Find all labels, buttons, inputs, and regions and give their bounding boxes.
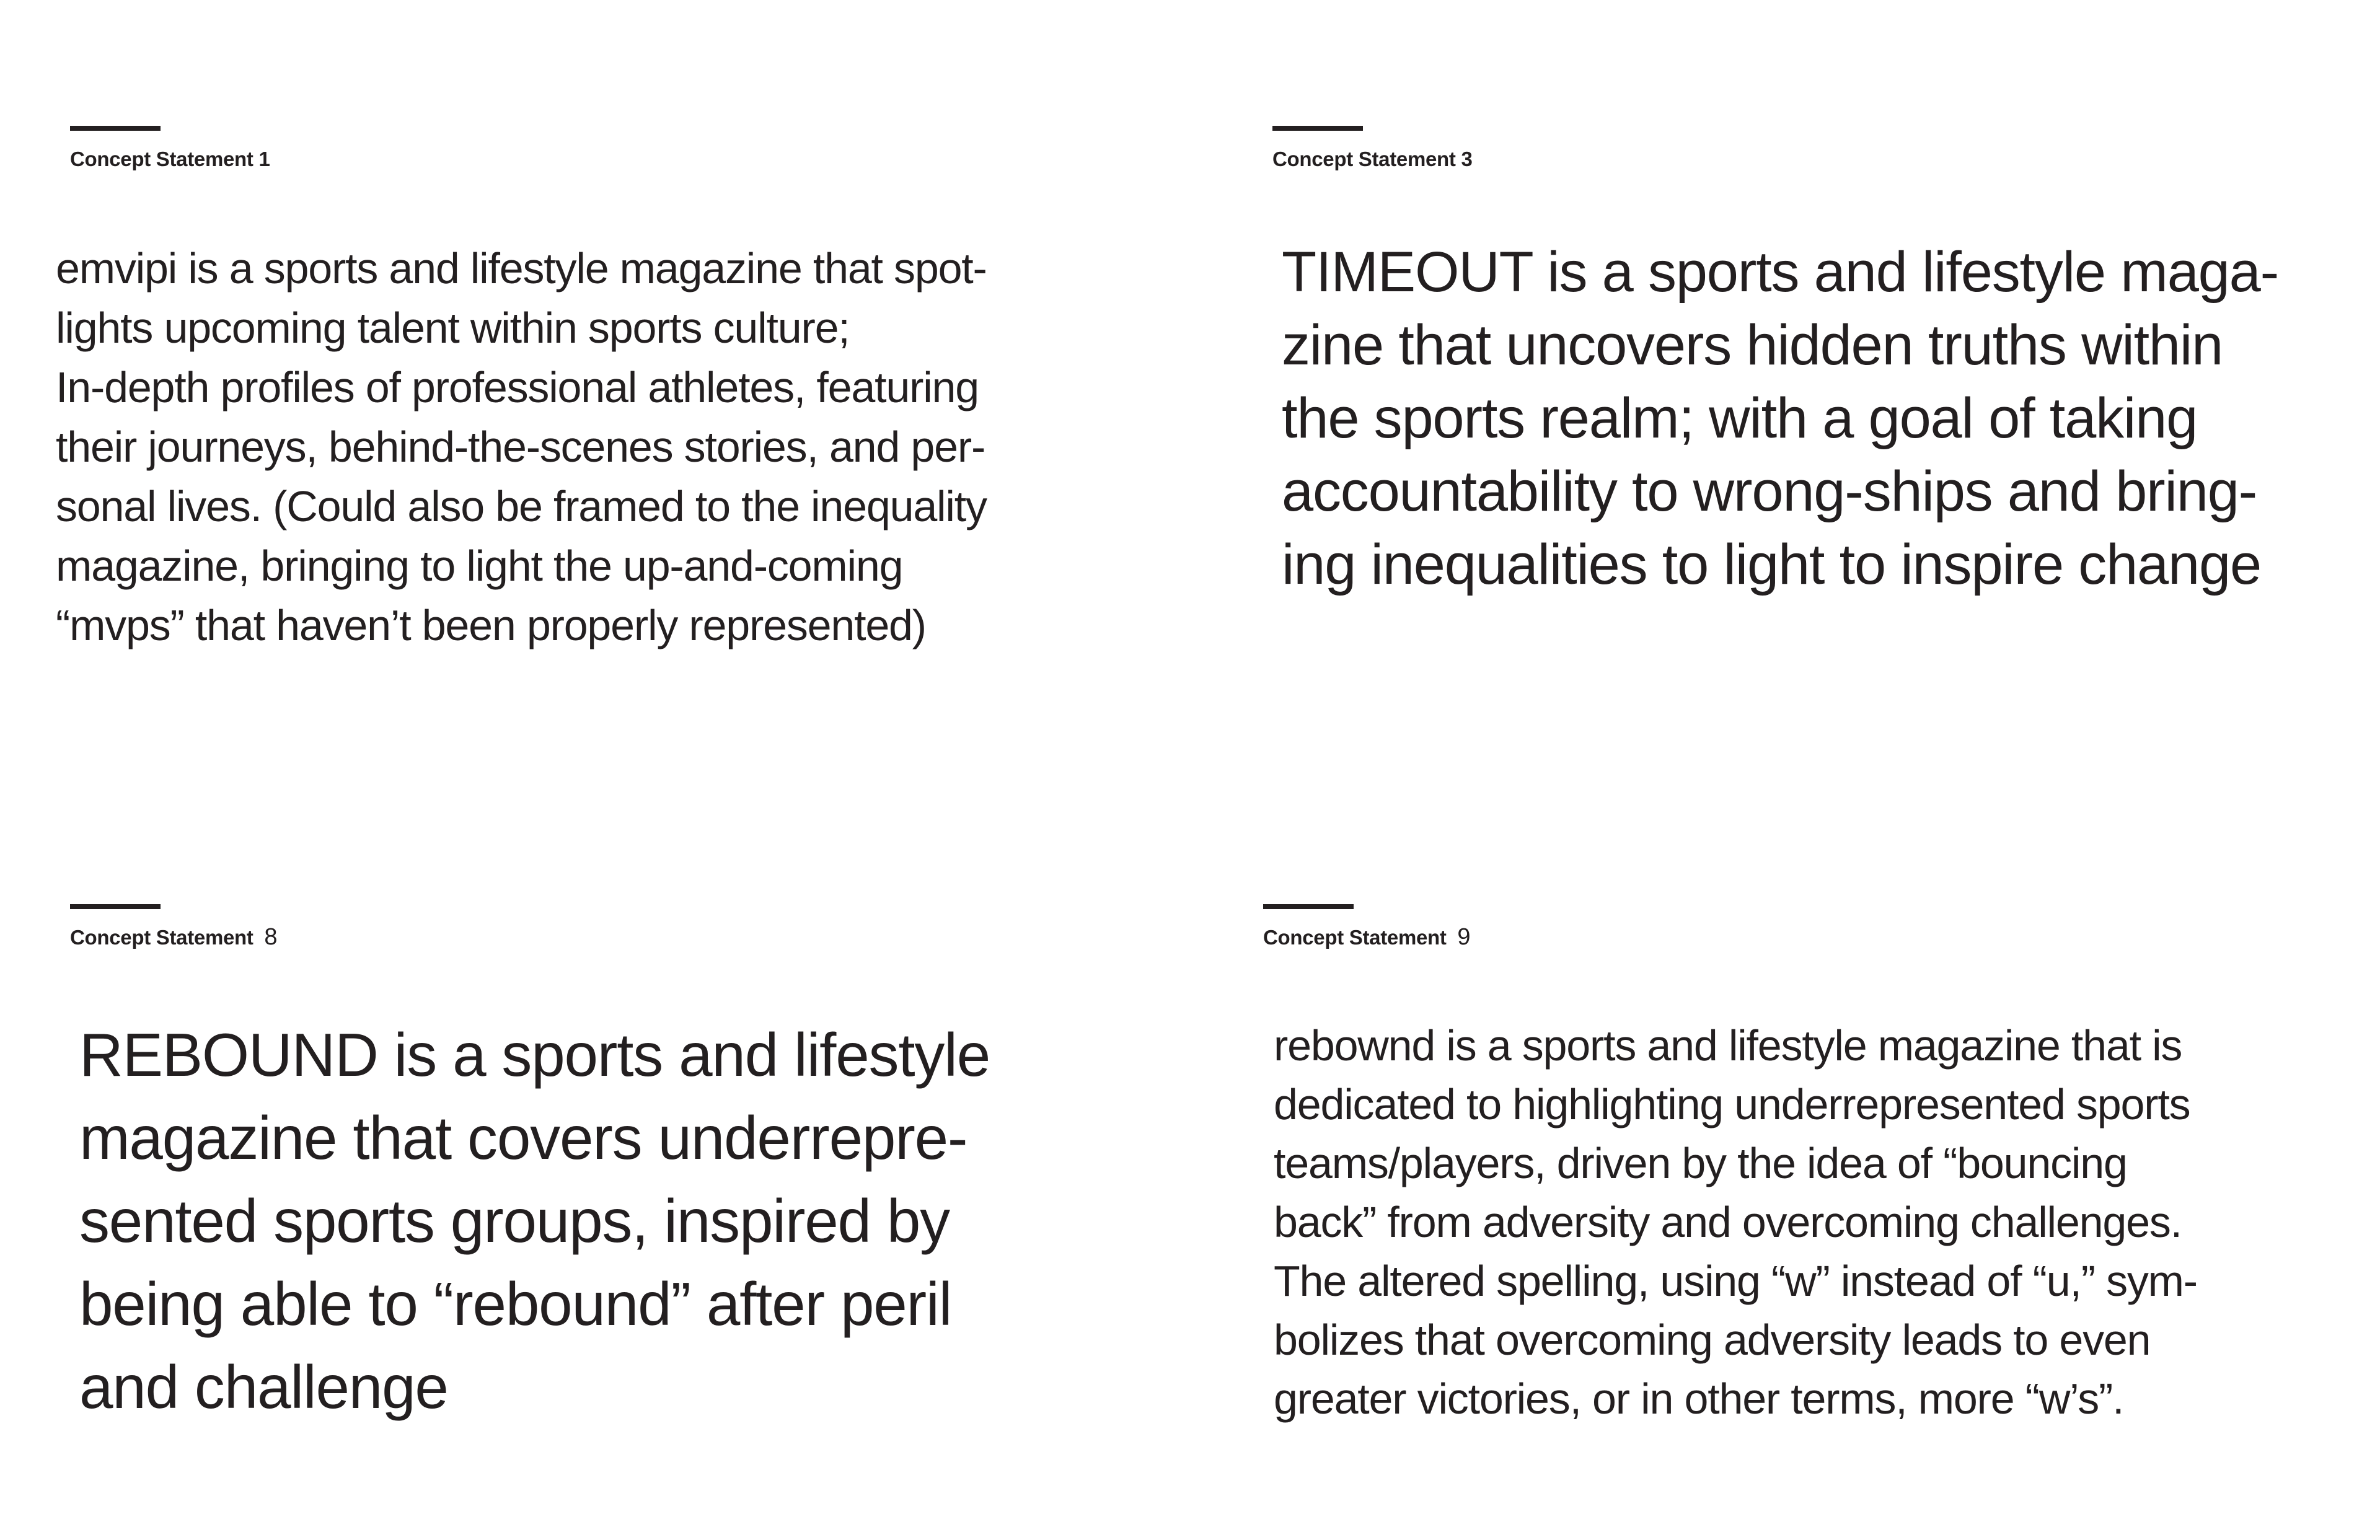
text-line: sonal lives. (Could also be framed to the inequality xyxy=(56,482,987,530)
concept-statement-label xyxy=(1263,925,1470,949)
text-line: magazine, bringing to light the up-and-coming xyxy=(56,542,903,590)
text-line: and challenge xyxy=(79,1353,448,1421)
divider-rule xyxy=(1263,904,1354,909)
concept-statement-text xyxy=(56,239,987,655)
text-line: their journeys, behind-the-scenes stories, and per- xyxy=(56,423,985,471)
text-line: back” from adversity and overcoming challenges. xyxy=(1274,1198,2182,1246)
concept-statement-text xyxy=(1282,235,2278,601)
text-line: emvipi is a sports and lifestyle magazine that spot- xyxy=(56,244,987,293)
label-number: 9 xyxy=(1457,924,1471,950)
text-line: rebownd is a sports and lifestyle magazine that is xyxy=(1274,1021,2182,1070)
text-line: The altered spelling, using “w” instead of “u,” sym- xyxy=(1274,1257,2197,1305)
label-text: Concept Statement xyxy=(1263,926,1447,949)
divider-rule xyxy=(1272,126,1363,131)
label-number: 8 xyxy=(264,924,278,950)
text-line: bolizes that overcoming adversity leads to even xyxy=(1274,1316,2151,1364)
text-line: the sports realm; with a goal of taking xyxy=(1282,387,2198,450)
text-line: In-depth profiles of professional athletes, featuring xyxy=(56,363,979,411)
text-line: dedicated to highlighting underrepresented sports xyxy=(1274,1080,2190,1129)
divider-rule xyxy=(70,904,161,909)
text-line: TIMEOUT is a sports and lifestyle maga- xyxy=(1282,240,2279,304)
text-line: lights upcoming talent within sports culture; xyxy=(56,304,850,352)
concept-statement-text xyxy=(1274,1016,2197,1428)
text-line: sented sports groups, inspired by xyxy=(79,1187,950,1255)
text-line: accountability to wrong-ships and bring- xyxy=(1282,460,2257,523)
text-line: ing inequalities to light to inspire change xyxy=(1282,533,2261,596)
label-text: Concept Statement xyxy=(70,926,253,949)
text-line: teams/players, driven by the idea of “bouncing xyxy=(1274,1139,2127,1187)
text-line: being able to “rebound” after peril xyxy=(79,1270,952,1338)
text-line: zine that uncovers hidden truths within xyxy=(1282,314,2223,377)
text-line: greater victories, or in other terms, more “w’s”. xyxy=(1274,1375,2124,1423)
divider-rule xyxy=(70,126,161,131)
concept-statement-label xyxy=(70,925,277,949)
concept-statement-text xyxy=(79,1013,990,1428)
text-line: magazine that covers underrepre- xyxy=(79,1104,967,1172)
text-line: “mvps” that haven’t been properly represented) xyxy=(56,601,926,649)
concept-statement-label: Concept Statement 1 xyxy=(70,147,270,170)
text-line: REBOUND is a sports and lifestyle xyxy=(79,1021,990,1089)
concept-statement-label: Concept Statement 3 xyxy=(1272,147,1473,170)
